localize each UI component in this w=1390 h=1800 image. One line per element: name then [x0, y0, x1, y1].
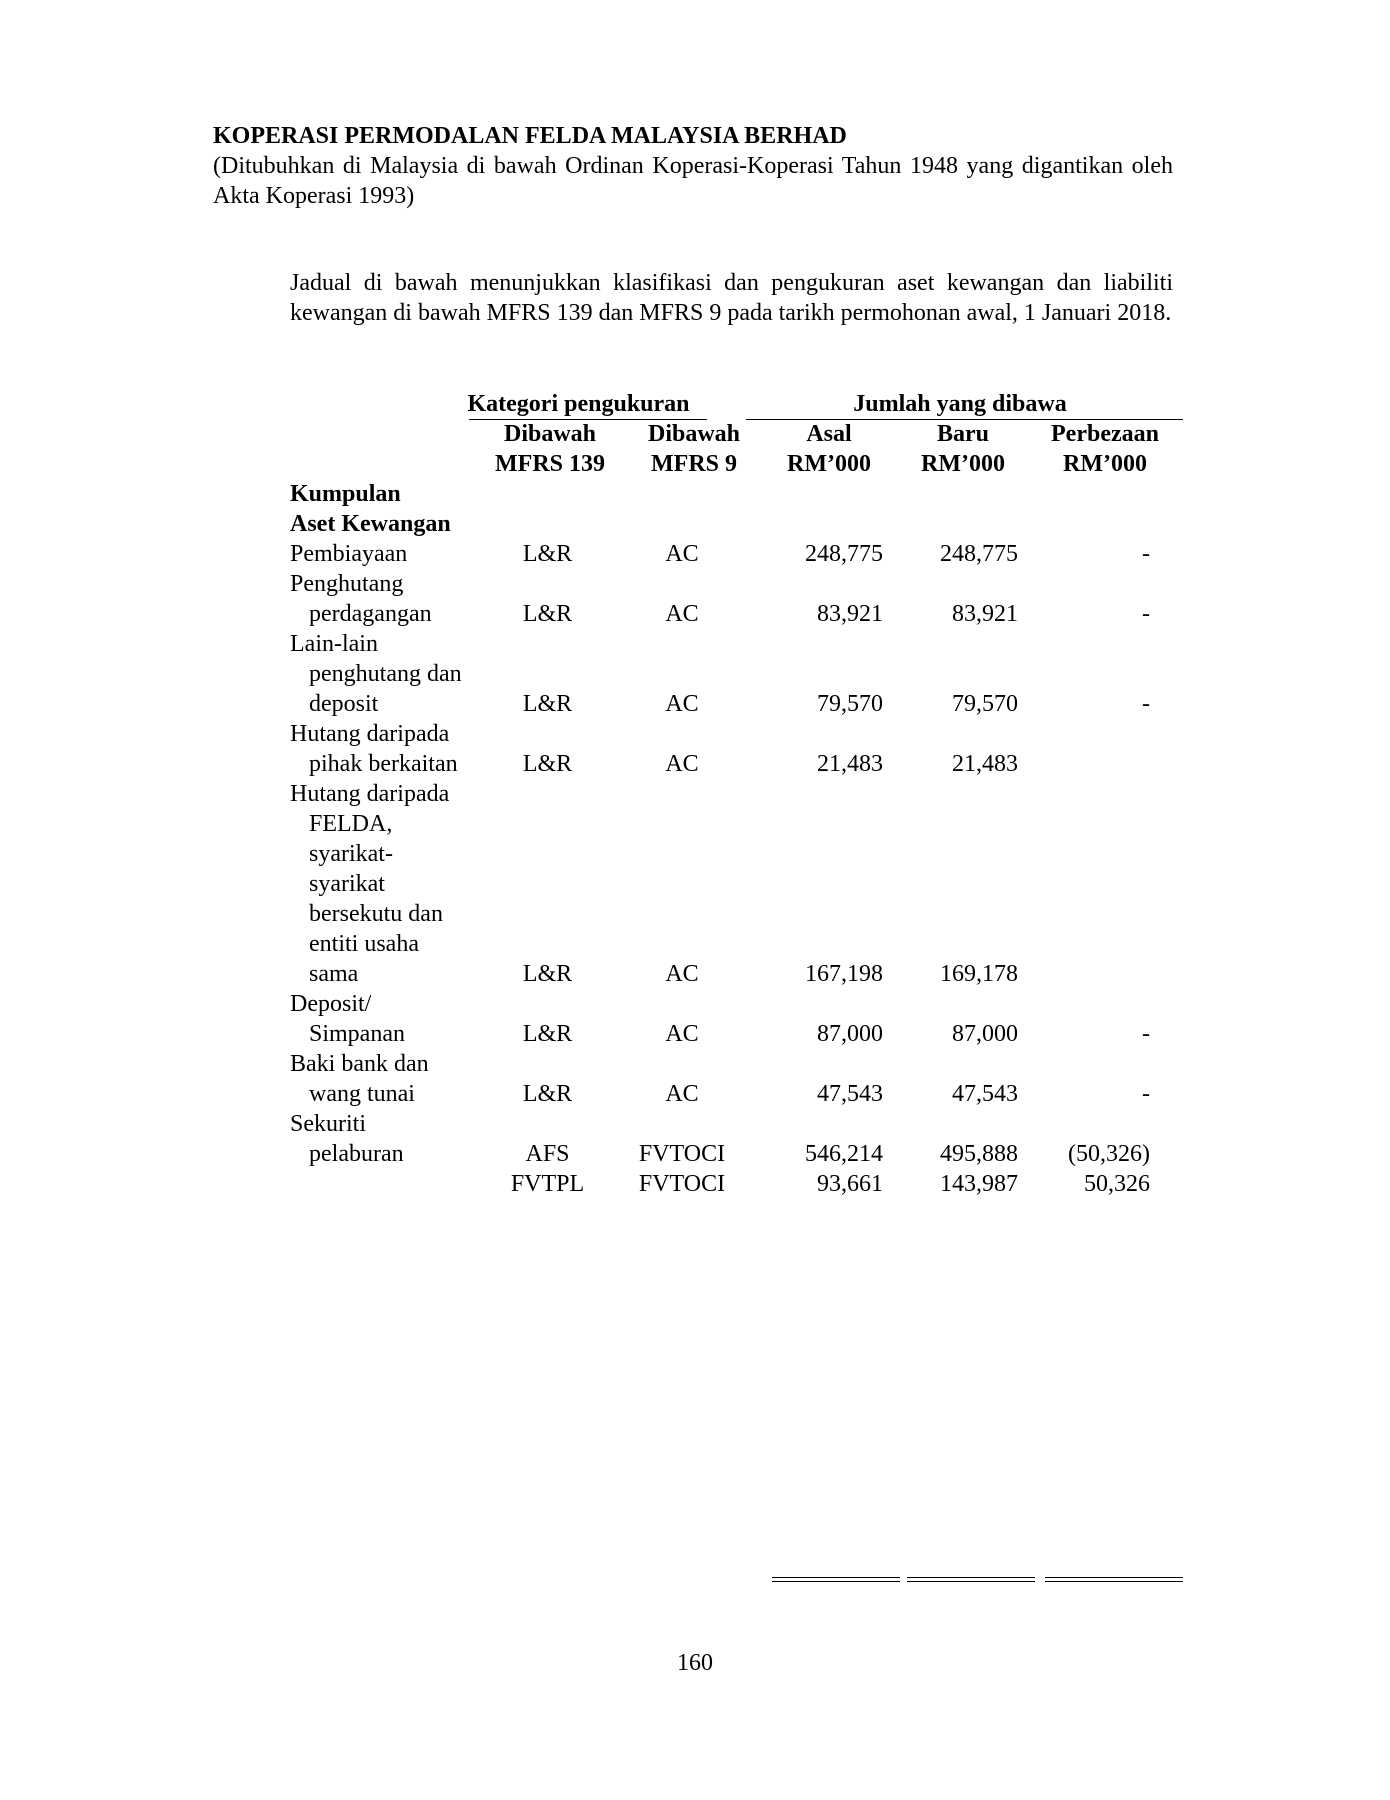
row-label: Pembiayaan [290, 541, 408, 567]
row-label [290, 1169, 485, 1199]
cell-new: 47,543 [952, 1081, 1018, 1107]
group-header-carrying: Jumlah yang dibawa [853, 391, 1067, 417]
table-row [290, 779, 1183, 989]
column-header-mfrs9: Dibawah MFRS 9 [647, 421, 741, 477]
double-underline-new [907, 1577, 1035, 1582]
cell-original: 546,214 [805, 1141, 883, 1167]
cell-new: 495,888 [940, 1141, 1018, 1167]
cell-new: 21,483 [952, 751, 1018, 777]
cell-mfrs139: L&R [522, 601, 573, 627]
table-row [290, 569, 1183, 629]
column-header-new: Baru RM’000 [921, 421, 1005, 477]
column-header-mfrs139: Dibawah MFRS 139 [495, 421, 605, 477]
cell-new: 79,570 [952, 691, 1018, 717]
row-label: Hutang daripada FELDA, syarikat- syarikat bersekutu dan entiti usaha sama [290, 781, 450, 987]
table-row [290, 719, 1183, 779]
cell-difference: - [1142, 1081, 1150, 1107]
row-label: Sekuriti pelaburan [290, 1111, 404, 1167]
cell-original: 167,198 [805, 961, 883, 987]
cell-difference: - [1142, 691, 1150, 717]
cell-mfrs139: L&R [522, 541, 573, 567]
cell-new: 87,000 [952, 1021, 1018, 1047]
cell-mfrs9: AC [665, 751, 699, 777]
cell-mfrs9: AC [665, 1021, 699, 1047]
cell-original: 47,543 [817, 1081, 883, 1107]
cell-mfrs9: AC [665, 601, 699, 627]
cell-mfrs139: L&R [522, 691, 573, 717]
row-label: Lain-lain penghutang dan deposit [290, 631, 462, 717]
cell-original: 21,483 [817, 751, 883, 777]
double-underline-difference [1045, 1577, 1183, 1582]
cell-mfrs9: FVTOCI [638, 1171, 726, 1197]
cell-mfrs9: AC [665, 541, 699, 567]
section-label: Kumpulan Aset Kewangan [290, 481, 451, 537]
cell-new: 169,178 [940, 961, 1018, 987]
double-underline-original [772, 1577, 900, 1582]
group-header-measurement: Kategori pengukuran [467, 391, 690, 417]
cell-mfrs9: AC [665, 961, 699, 987]
cell-difference: - [1142, 1021, 1150, 1047]
table-body [290, 539, 1183, 1199]
cell-mfrs9: AC [665, 1081, 699, 1107]
cell-mfrs139: L&R [522, 1021, 573, 1047]
column-header-difference: Perbezaan RM’000 [1051, 421, 1159, 477]
row-label: Deposit/ Simpanan [290, 991, 405, 1047]
cell-mfrs139: FVTPL [510, 1171, 585, 1197]
cell-original: 248,775 [805, 541, 883, 567]
cell-original: 93,661 [817, 1171, 883, 1197]
cell-mfrs139: L&R [522, 751, 573, 777]
cell-difference: (50,326) [1068, 1141, 1150, 1167]
cell-original: 79,570 [817, 691, 883, 717]
table-row [290, 989, 1183, 1049]
table-row [290, 1109, 1183, 1169]
cell-original: 83,921 [817, 601, 883, 627]
cell-difference: - [1142, 541, 1150, 567]
table-row [290, 539, 1183, 569]
page-header [213, 121, 1173, 211]
cell-new: 248,775 [940, 541, 1018, 567]
cell-new: 83,921 [952, 601, 1018, 627]
cell-mfrs9: AC [665, 691, 699, 717]
row-label: Penghutang perdagangan [290, 571, 432, 627]
table-row [290, 1169, 1183, 1199]
cell-difference: - [1142, 601, 1150, 627]
page-number: 160 [677, 1650, 713, 1676]
table-row [290, 1049, 1183, 1109]
cell-mfrs139: L&R [522, 961, 573, 987]
column-header-original: Asal RM’000 [787, 421, 871, 477]
intro-paragraph: Jadual di bawah menunjukkan klasifikasi dan pengukuran aset kewangan dan liabiliti kewangan di bawah MFRS 139 dan MFRS 9 pada tarikh permohonan awal, 1 Januari 2018. [290, 270, 1173, 326]
row-label: Baki bank dan wang tunai [290, 1051, 429, 1107]
cell-mfrs9: FVTOCI [638, 1141, 726, 1167]
cell-new: 143,987 [940, 1171, 1018, 1197]
organization-name: KOPERASI PERMODALAN FELDA MALAYSIA BERHAD [213, 123, 847, 149]
cell-original: 87,000 [817, 1021, 883, 1047]
table-row [290, 629, 1183, 719]
cell-difference: 50,326 [1084, 1171, 1150, 1197]
row-label: Hutang daripada pihak berkaitan [290, 721, 458, 777]
organization-subtitle: (Ditubuhkan di Malaysia di bawah Ordinan Koperasi-Koperasi Tahun 1948 yang digantikan oleh Akta Koperasi 1993) [213, 153, 1173, 209]
cell-mfrs139: L&R [522, 1081, 573, 1107]
cell-mfrs139: AFS [525, 1141, 570, 1167]
